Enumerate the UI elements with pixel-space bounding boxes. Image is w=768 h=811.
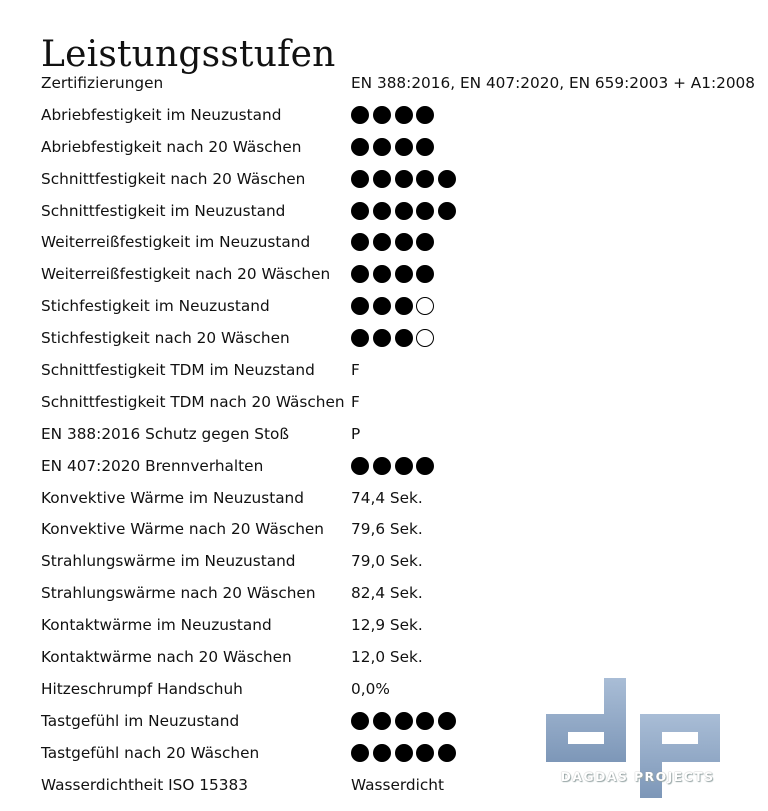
rating-dots bbox=[351, 202, 460, 220]
spec-label: Konvektive Wärme nach 20 Wäschen bbox=[41, 520, 324, 539]
filled-dot-icon bbox=[416, 138, 434, 156]
spec-label: Weiterreißfestigkeit nach 20 Wäschen bbox=[41, 265, 331, 284]
filled-dot-icon bbox=[438, 744, 456, 762]
filled-dot-icon bbox=[438, 170, 456, 188]
spec-value: 79,6 Sek. bbox=[351, 520, 423, 539]
filled-dot-icon bbox=[351, 106, 369, 124]
rating-dots bbox=[351, 233, 438, 251]
rating-dots bbox=[351, 170, 460, 188]
filled-dot-icon bbox=[373, 138, 391, 156]
filled-dot-icon bbox=[373, 265, 391, 283]
spec-value: 82,4 Sek. bbox=[351, 584, 423, 603]
spec-row bbox=[41, 545, 761, 577]
spec-value: P bbox=[351, 424, 361, 443]
filled-dot-icon bbox=[373, 170, 391, 188]
spec-value: 74,4 Sek. bbox=[351, 488, 423, 507]
spec-row bbox=[41, 450, 761, 482]
filled-dot-icon bbox=[416, 457, 434, 475]
spec-label: EN 388:2016 Schutz gegen Stoß bbox=[41, 424, 290, 443]
spec-label: Strahlungswärme im Neuzustand bbox=[41, 552, 296, 571]
spec-value: 0,0% bbox=[351, 679, 390, 698]
spec-label: Konvektive Wärme im Neuzustand bbox=[41, 488, 304, 507]
spec-row bbox=[41, 99, 761, 131]
filled-dot-icon bbox=[351, 712, 369, 730]
spec-label: Strahlungswärme nach 20 Wäschen bbox=[41, 584, 316, 603]
filled-dot-icon bbox=[438, 202, 456, 220]
filled-dot-icon bbox=[395, 202, 413, 220]
filled-dot-icon bbox=[373, 329, 391, 347]
empty-dot-icon bbox=[416, 297, 434, 315]
filled-dot-icon bbox=[373, 297, 391, 315]
filled-dot-icon bbox=[395, 233, 413, 251]
filled-dot-icon bbox=[351, 744, 369, 762]
filled-dot-icon bbox=[373, 744, 391, 762]
filled-dot-icon bbox=[395, 170, 413, 188]
rating-dots bbox=[351, 744, 460, 762]
spec-row bbox=[41, 609, 761, 641]
spec-label: Hitzeschrumpf Handschuh bbox=[41, 679, 243, 698]
filled-dot-icon bbox=[416, 265, 434, 283]
filled-dot-icon bbox=[416, 202, 434, 220]
rating-dots bbox=[351, 329, 438, 347]
filled-dot-icon bbox=[351, 329, 369, 347]
spec-label: Schnittfestigkeit TDM nach 20 Wäschen bbox=[41, 392, 345, 411]
filled-dot-icon bbox=[351, 138, 369, 156]
spec-value: 12,9 Sek. bbox=[351, 616, 423, 635]
spec-label: Wasserdichtheit ISO 15383 bbox=[41, 775, 248, 794]
spec-label: Kontaktwärme nach 20 Wäschen bbox=[41, 647, 292, 666]
filled-dot-icon bbox=[395, 297, 413, 315]
spec-label: Stichfestigkeit im Neuzustand bbox=[41, 297, 270, 316]
filled-dot-icon bbox=[351, 202, 369, 220]
spec-label: Stichfestigkeit nach 20 Wäschen bbox=[41, 329, 290, 348]
spec-row bbox=[41, 418, 761, 450]
spec-label: Abriebfestigkeit nach 20 Wäschen bbox=[41, 137, 302, 156]
rating-dots bbox=[351, 106, 438, 124]
spec-label: Schnittfestigkeit nach 20 Wäschen bbox=[41, 169, 306, 188]
filled-dot-icon bbox=[373, 233, 391, 251]
filled-dot-icon bbox=[395, 265, 413, 283]
filled-dot-icon bbox=[416, 170, 434, 188]
filled-dot-icon bbox=[416, 712, 434, 730]
spec-label: Weiterreißfestigkeit im Neuzustand bbox=[41, 233, 311, 252]
filled-dot-icon bbox=[395, 329, 413, 347]
spec-row bbox=[41, 290, 761, 322]
filled-dot-icon bbox=[395, 106, 413, 124]
filled-dot-icon bbox=[373, 712, 391, 730]
spec-label: Zertifizierungen bbox=[41, 73, 164, 92]
filled-dot-icon bbox=[416, 233, 434, 251]
spec-row bbox=[41, 226, 761, 258]
filled-dot-icon bbox=[416, 106, 434, 124]
filled-dot-icon bbox=[351, 297, 369, 315]
spec-row bbox=[41, 641, 761, 673]
spec-label: Tastgefühl nach 20 Wäschen bbox=[41, 743, 260, 762]
rating-dots bbox=[351, 457, 438, 475]
spec-row bbox=[41, 482, 761, 514]
page-title: Leistungsstufen bbox=[41, 34, 336, 76]
filled-dot-icon bbox=[351, 457, 369, 475]
filled-dot-icon bbox=[351, 170, 369, 188]
filled-dot-icon bbox=[373, 202, 391, 220]
spec-row bbox=[41, 131, 761, 163]
spec-row bbox=[41, 386, 761, 418]
filled-dot-icon bbox=[351, 265, 369, 283]
spec-value: F bbox=[351, 392, 360, 411]
spec-label: Kontaktwärme im Neuzustand bbox=[41, 616, 272, 635]
spec-value: Wasserdicht bbox=[351, 775, 444, 794]
spec-label: Tastgefühl im Neuzustand bbox=[41, 711, 240, 730]
spec-value: 79,0 Sek. bbox=[351, 552, 423, 571]
filled-dot-icon bbox=[373, 457, 391, 475]
spec-row bbox=[41, 195, 761, 227]
spec-label: Abriebfestigkeit im Neuzustand bbox=[41, 105, 282, 124]
filled-dot-icon bbox=[395, 744, 413, 762]
empty-dot-icon bbox=[416, 329, 434, 347]
spec-value: F bbox=[351, 360, 360, 379]
spec-label: Schnittfestigkeit TDM im Neuzstand bbox=[41, 360, 315, 379]
spec-row bbox=[41, 513, 761, 545]
dagdas-projects-caption: DAGDAS PROJECTS bbox=[560, 769, 715, 784]
dagdas-projects-logo-icon bbox=[540, 674, 730, 804]
spec-value: EN 388:2016, EN 407:2020, EN 659:2003 + A1:2008 bbox=[351, 73, 756, 92]
spec-row bbox=[41, 354, 761, 386]
spec-label: EN 407:2020 Brennverhalten bbox=[41, 456, 264, 475]
spec-row bbox=[41, 258, 761, 290]
spec-row bbox=[41, 163, 761, 195]
filled-dot-icon bbox=[438, 712, 456, 730]
filled-dot-icon bbox=[373, 106, 391, 124]
rating-dots bbox=[351, 265, 438, 283]
spec-row bbox=[41, 322, 761, 354]
filled-dot-icon bbox=[395, 712, 413, 730]
filled-dot-icon bbox=[395, 138, 413, 156]
filled-dot-icon bbox=[351, 233, 369, 251]
spec-label: Schnittfestigkeit im Neuzustand bbox=[41, 201, 286, 220]
filled-dot-icon bbox=[416, 744, 434, 762]
spec-row bbox=[41, 67, 761, 99]
rating-dots bbox=[351, 138, 438, 156]
rating-dots bbox=[351, 297, 438, 315]
rating-dots bbox=[351, 712, 460, 730]
spec-row bbox=[41, 577, 761, 609]
spec-value: 12,0 Sek. bbox=[351, 647, 423, 666]
filled-dot-icon bbox=[395, 457, 413, 475]
